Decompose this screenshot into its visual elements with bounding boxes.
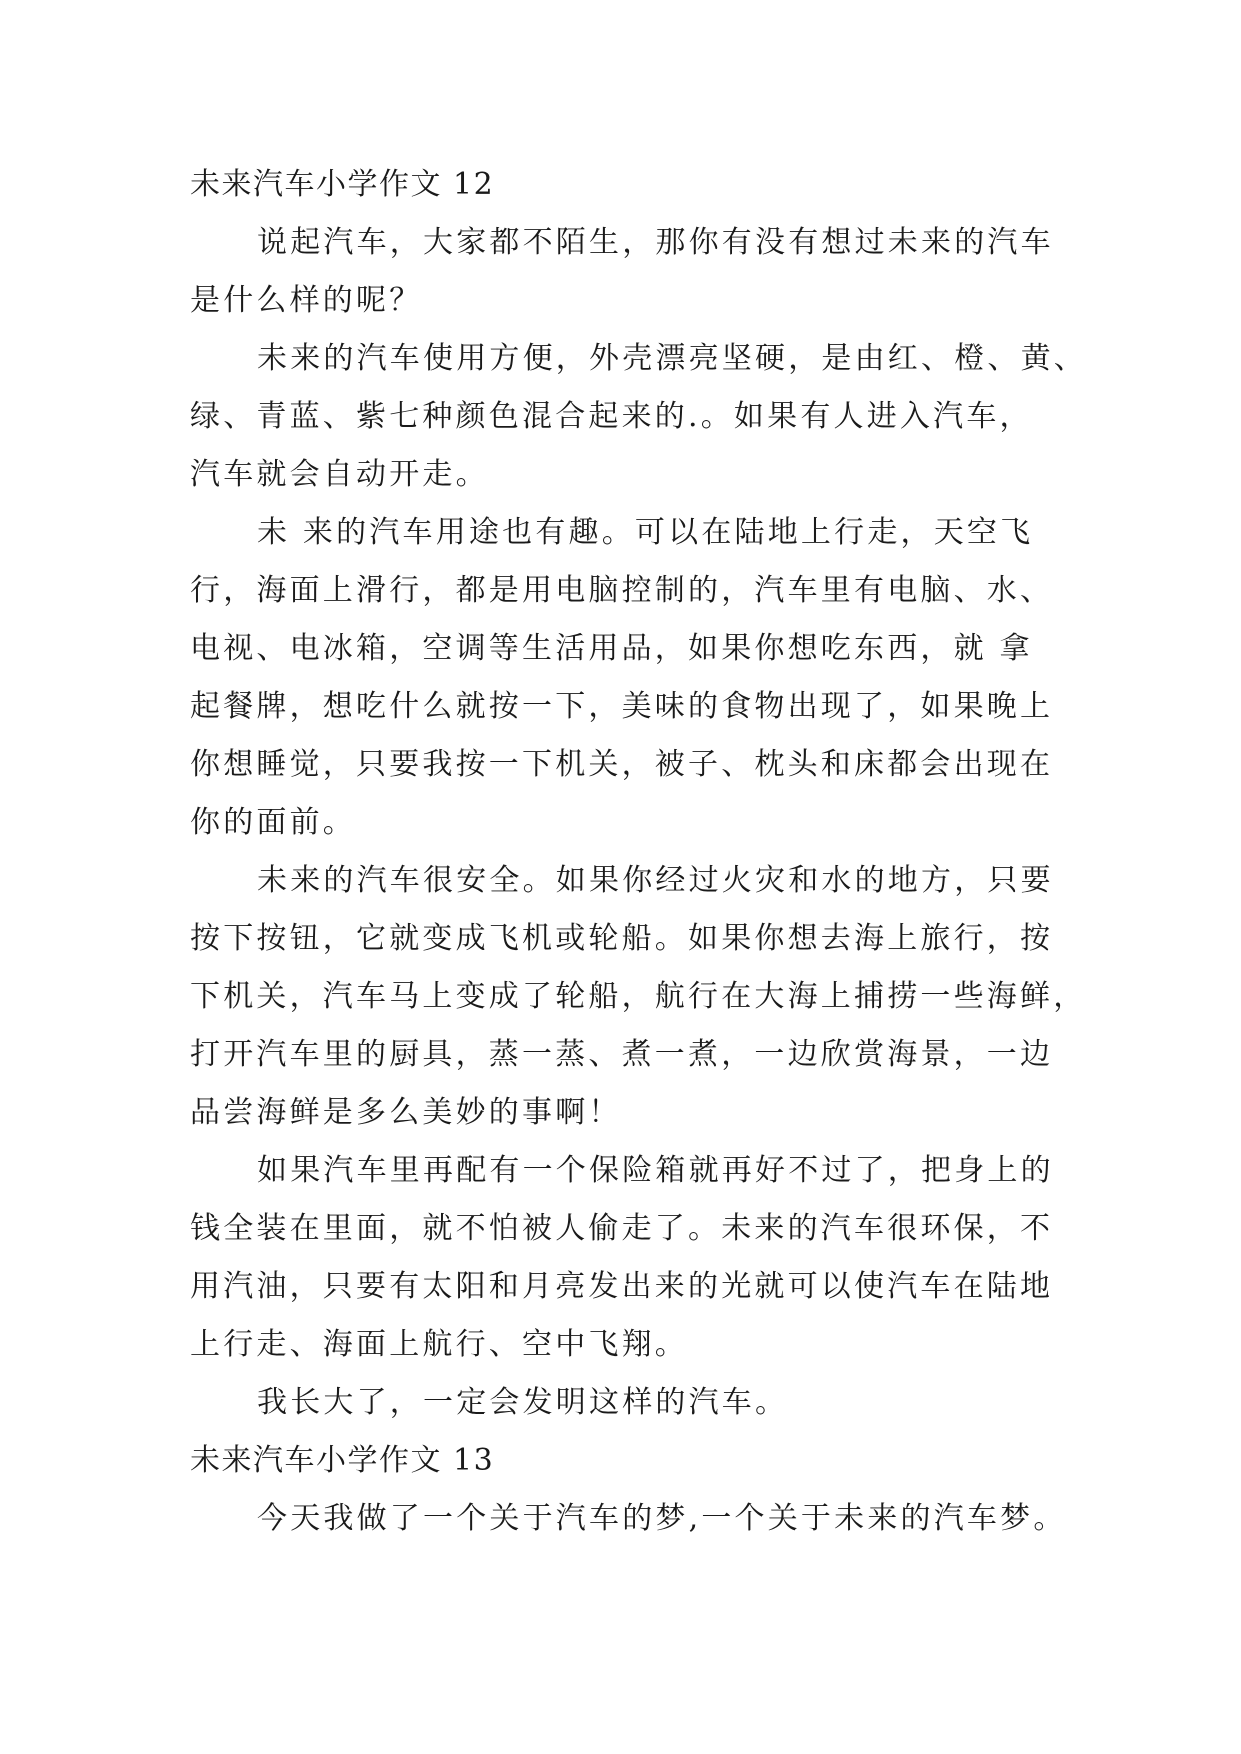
paragraph-line: 品尝海鲜是多么美妙的事啊！: [190, 1095, 622, 1130]
paragraph-line: 我长大了，一定会发明这样的汽车。: [257, 1385, 789, 1420]
paragraph-line: 绿、青蓝、紫七种颜色混合起来的.。如果有人进入汽车，: [190, 399, 1033, 434]
paragraph-line: 按下按钮，它就变成飞机或轮船。如果你想去海上旅行，按: [190, 921, 1054, 956]
paragraph-line: 钱全装在里面，就不怕被人偷走了。未来的汽车很环保，不: [190, 1211, 1054, 1246]
paragraph-line: 上行走、海面上航行、空中飞翔。: [190, 1327, 688, 1362]
paragraph-line: 你的面前。: [190, 805, 356, 840]
paragraph-line: 今天我做了一个关于汽车的梦,一个关于未来的汽车梦。: [257, 1501, 1067, 1536]
paragraph-line: 是什么样的呢？: [190, 283, 423, 318]
paragraph-line: 汽车就会自动开走。: [190, 457, 489, 492]
paragraph-line: 下机关，汽车马上变成了轮船，航行在大海上捕捞一些海鲜，: [190, 979, 1087, 1014]
paragraph-line: 电视、电冰箱，空调等生活用品，如果你想吃东西，就 拿: [190, 631, 1033, 666]
paragraph-line: 用汽油，只要有太阳和月亮发出来的光就可以使汽车在陆地: [190, 1269, 1054, 1304]
essay-title-12: 未来汽车小学作文 12: [190, 167, 495, 202]
essay-title-13: 未来汽车小学作文 13: [190, 1443, 495, 1478]
paragraph-line: 你想睡觉，只要我按一下机关，被子、枕头和床都会出现在: [190, 747, 1054, 782]
paragraph-line: 起餐牌，想吃什么就按一下，美味的食物出现了，如果晚上: [190, 689, 1054, 724]
paragraph-line: 如果汽车里再配有一个保险箱就再好不过了，把身上的: [257, 1153, 1054, 1188]
paragraph-line: 行，海面上滑行，都是用电脑控制的，汽车里有电脑、水、: [190, 573, 1054, 608]
paragraph-line: 未来的汽车很安全。如果你经过火灾和水的地方，只要: [257, 863, 1054, 898]
paragraph-line: 打开汽车里的厨具，蒸一蒸、煮一煮，一边欣赏海景，一边: [190, 1037, 1054, 1072]
paragraph-line: 未来的汽车使用方便，外壳漂亮坚硬，是由红、橙、黄、: [257, 341, 1087, 376]
paragraph-line: 说起汽车，大家都不陌生，那你有没有想过未来的汽车: [257, 225, 1054, 260]
paragraph-line: 未 来的汽车用途也有趣。可以在陆地上行走，天空飞: [257, 515, 1034, 550]
